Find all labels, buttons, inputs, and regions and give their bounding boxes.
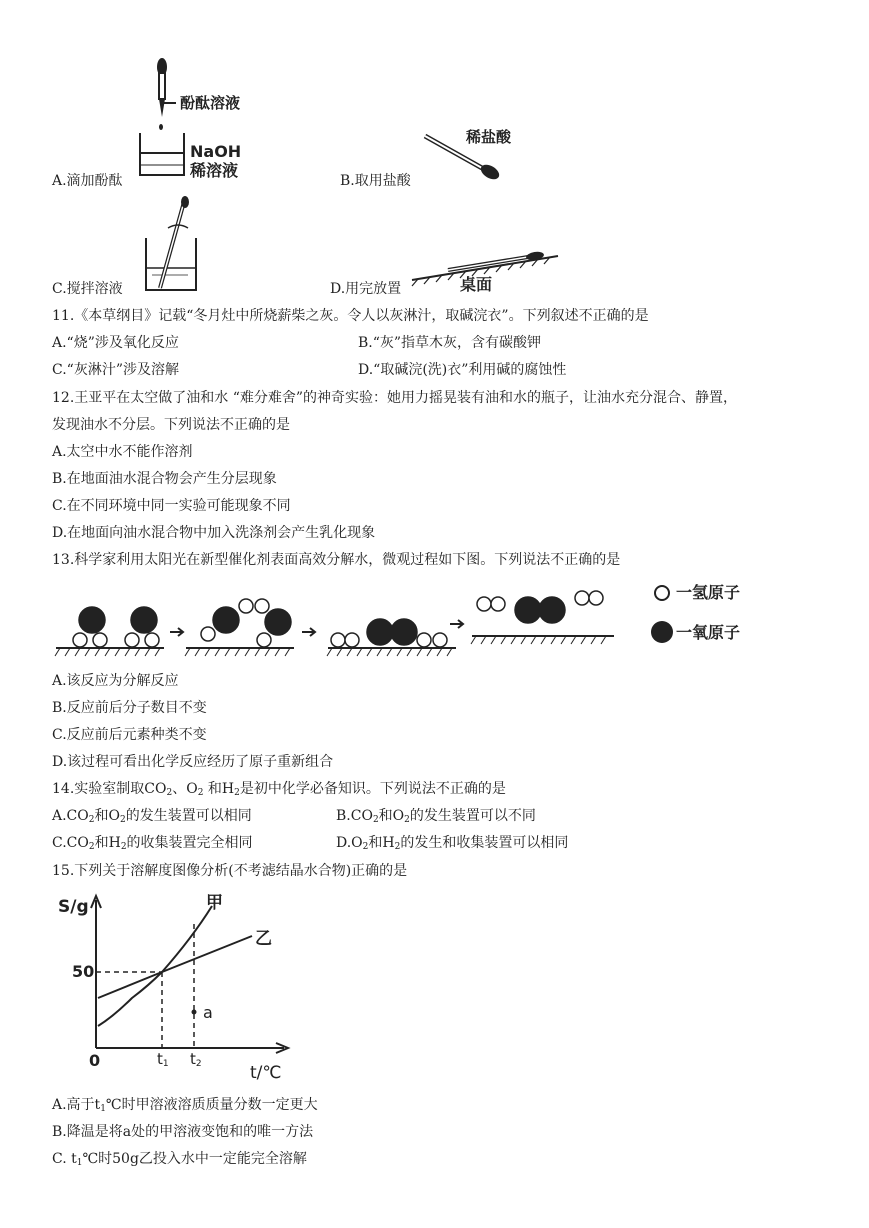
option-11b: B.“灰”指草木灰，含有碳酸钾 <box>358 335 542 351</box>
option-14b: $B.CO_2$和$O_2$的发生装置可以不同 <box>336 808 536 825</box>
graph-ylabel: S/g <box>58 897 89 917</box>
graph-xlabel: t/℃ <box>250 1063 282 1083</box>
option-15b: B.降温是将a处的甲溶液变饱和的唯一方法 <box>52 1124 314 1140</box>
graph-label-yi: 乙 <box>255 929 272 949</box>
graph-origin: 0 <box>89 1051 101 1070</box>
option-14d: $D.O_2$和$H_2$的发生和收集装置可以相同 <box>336 835 569 852</box>
question-13-stem: 13.科学家利用太阳光在新型催化剂表面高效分解水，微观过程如下图。下列说法不正确的是 <box>52 552 621 568</box>
option-10d: D.用完放置 <box>330 281 402 297</box>
figure-stir-beaker <box>138 196 208 296</box>
option-13d: D.该过程可看出化学反应经历了原子重新组合 <box>52 754 334 770</box>
question-15-stem: 15.下列关于溶解度图像分析(不考滤结晶水合物)正确的是 <box>52 863 408 879</box>
option-12c: C.在不同环境中同一实验可能现象不同 <box>52 498 291 514</box>
curve-jia <box>98 906 212 1026</box>
option-13c: C.反应前后元素种类不变 <box>52 727 207 743</box>
legend-o-atom-icon <box>648 619 676 645</box>
option-14a: $A.CO_2$和$O_2$的发生装置可以相同 <box>52 808 252 825</box>
graph-label-jia: 甲 <box>206 893 223 913</box>
legend-h-atom-icon <box>652 583 672 603</box>
graph-t1: $t_1$ <box>157 1050 169 1069</box>
option-10c: C.搅拌溶液 <box>52 281 123 297</box>
option-12a: A.太空中水不能作溶剂 <box>52 444 193 460</box>
option-11c: C.“灰淋汁”涉及溶解 <box>52 362 179 378</box>
beaker-label-dilute: 稀溶液 <box>190 161 239 180</box>
option-11d: D.“取碱浣(洗)衣”利用碱的腐蚀性 <box>358 362 567 378</box>
option-14c: $C.CO_2$和$H_2$的收集装置完全相同 <box>52 835 253 852</box>
point-a <box>192 1010 197 1015</box>
option-15c: C. $t_1℃$时50g乙投入水中一定能完全溶解 <box>52 1151 307 1168</box>
graph-y-tick-50: 50 <box>72 962 95 981</box>
table-label: 桌面 <box>460 275 493 294</box>
option-12b: B.在地面油水混合物会产生分层现象 <box>52 471 277 487</box>
curve-yi <box>98 936 252 998</box>
question-11-stem: 11.《本草纲目》记载“冬月灶中所烧薪柴之灰。令人以灰淋汁，取碱浣衣”。下列叙述不正确的是 <box>52 308 649 324</box>
solubility-graph <box>52 888 292 1088</box>
beaker-label-naoh: NaOH <box>190 142 242 161</box>
graph-point-a-label: a <box>203 1003 213 1022</box>
option-13b: B.反应前后分子数目不变 <box>52 700 207 716</box>
legend-o-atom: 一氧原子 <box>676 623 741 642</box>
option-11a: A.“烧”涉及氧化反应 <box>52 335 179 351</box>
option-10a: A.滴加酚酞 <box>52 173 123 189</box>
hcl-label: 稀盐酸 <box>466 128 512 146</box>
dropper-label: 酚酞溶液 <box>180 94 241 112</box>
graph-t2: $t_2$ <box>190 1050 202 1069</box>
question-14-stem: 14.实验室制取$CO_2$、$O_2$ 和$H_2$是初中化学必备知识。下列说法不正确的是 <box>52 781 506 798</box>
legend-h-atom: 一氢原子 <box>676 583 741 602</box>
option-13a: A.该反应为分解反应 <box>52 673 179 689</box>
question-12-stem-line2: 发现油水不分层。下列说法不正确的是 <box>52 417 290 433</box>
figure-water-decomposition <box>52 578 632 664</box>
option-15a: A.高于$t_1℃$时甲溶液溶质质量分数一定更大 <box>52 1097 318 1114</box>
question-12-stem-line1: 12.王亚平在太空做了油和水 “难分难舍”的神奇实验：她用力摇晃装有油和水的瓶子，让油水充分混合、静置， <box>52 390 738 406</box>
option-12d: D.在地面向油水混合物中加入洗涤剂会产生乳化现象 <box>52 525 376 541</box>
option-10b: B.取用盐酸 <box>340 173 411 189</box>
